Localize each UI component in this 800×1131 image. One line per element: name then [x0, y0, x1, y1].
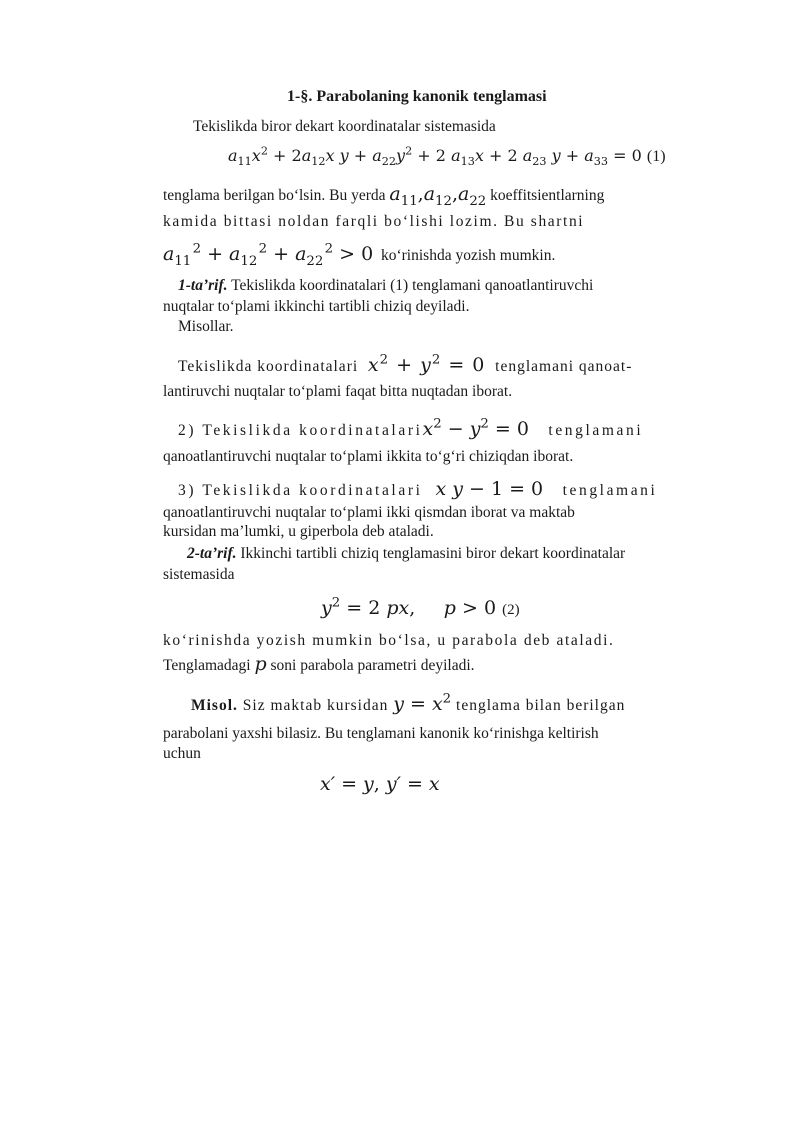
text-fragment: tenglamani [548, 422, 644, 439]
example-3-line-3: kursidan ma’lumki, u giperbola deb ataladi. [163, 523, 434, 540]
text-fragment: Ikkinchi tartibli chiziq tenglamasini biror dekart koordinatalar [236, 545, 626, 562]
misol-line-2: parabolani yaxshi bilasiz. Bu tenglamani kanonik ko‘rinishga keltirish [163, 725, 599, 742]
paragraph-1-line-1 [163, 183, 605, 209]
equation-1-number: (1) [646, 148, 666, 165]
example-2-line-1 [178, 416, 644, 441]
example-1-line-2: lantiruvchi nuqtalar to‘plami faqat bitta nuqtadan iborat. [163, 383, 513, 400]
text-fragment: Tenglamadagi [163, 657, 251, 674]
example-2-number: 2) [178, 422, 197, 439]
text-fragment: tenglama berilgan bo‘lsin. Bu yerda [163, 187, 386, 204]
example-2-equation: $x^2 - y^2 = 0$ [422, 416, 529, 440]
example-1-line-1 [178, 352, 633, 377]
text-fragment: Tekislikda koordinatalari [202, 422, 423, 439]
text-fragment: koeffitsientlarning [490, 187, 605, 204]
misol-line-1 [191, 691, 626, 716]
definition-1-label: 1-ta’rif. [178, 277, 228, 294]
coefficients-list: $a_{11},a_{12},a_{22}$ [389, 183, 487, 209]
intro-line: Tekislikda biror dekart koordinatalar sistemasida [193, 118, 496, 135]
example-2-line-2: qanoatlantiruvchi nuqtalar to‘plami ikkita to‘g‘ri chiziqdan iborat. [163, 448, 574, 465]
examples-label: Misollar. [178, 318, 234, 335]
paragraph-2-line-2 [163, 654, 475, 676]
condition-inequality: $a_{11}$ $^2 + a_{12}$ $^2 + a_{22}$ $^2$ > 0 [163, 241, 374, 269]
text-fragment: soni parabola parametri deyiladi. [270, 657, 475, 674]
text-fragment: Tekislikda koordinatalari (1) tenglamani qanoatlantiruvchi [227, 277, 594, 294]
example-3-line-1 [178, 479, 657, 501]
text-fragment: tenglamani qanoat- [495, 358, 633, 375]
paragraph-1-line-2: kamida bittasi noldan farqli bo‘lishi lozim. Bu shartni [163, 213, 585, 230]
text-fragment: tenglama bilan berilgan [456, 697, 626, 714]
parameter-p: p [254, 653, 267, 675]
example-3-line-2: qanoatlantiruvchi nuqtalar to‘plami ikki qismdan iborat va maktab [163, 504, 575, 521]
example-1-equation: $x^2 + y^2 = 0$ [367, 352, 486, 376]
text-fragment: ko‘rinishda yozish mumkin. [380, 247, 556, 264]
text-fragment: Siz maktab kursidan [237, 697, 389, 714]
equation-1: $a_{11}x^2 + 2a_{12}x$ $y + a_{22}y^2 + 2$ $a_{13}x + 2$ $a_{23}$ $y + a_{33} = 0$ (1) [228, 144, 666, 169]
paragraph-2-line-1: ko‘rinishda yozish mumkin bo‘lsa, u parabola deb ataladi. [163, 632, 615, 649]
section-heading: 1-§. Parabolaning kanonik tenglamasi [287, 88, 547, 105]
misol-line-3: uchun [163, 745, 201, 762]
definition-2-line-1 [187, 544, 625, 564]
text-fragment: tenglamani [562, 482, 658, 499]
equation-2: $y^2 = 2$ px, p > 0 (2) [321, 595, 520, 619]
equation-2-number: (2) [502, 602, 520, 618]
misol-label: Misol. [191, 697, 238, 714]
example-3-equation: x y − 1 = 0 [435, 478, 544, 500]
definition-1-line-1 [178, 276, 593, 296]
definition-2-line-2: sistemasida [163, 566, 235, 583]
paragraph-1-line-3 [163, 241, 556, 269]
misol-equation: $y = x^2$ [393, 691, 452, 715]
text-fragment: Tekislikda koordinatalari [202, 482, 423, 499]
equation-substitution: x′ = y, y′ = x [320, 773, 440, 795]
definition-2-label: 2-ta’rif. [187, 545, 237, 562]
definition-1-line-2: nuqtalar to‘plami ikkinchi tartibli chiziq deyiladi. [163, 298, 470, 315]
text-fragment: Tekislikda koordinatalari [178, 358, 359, 375]
example-3-number: 3) [178, 482, 197, 499]
